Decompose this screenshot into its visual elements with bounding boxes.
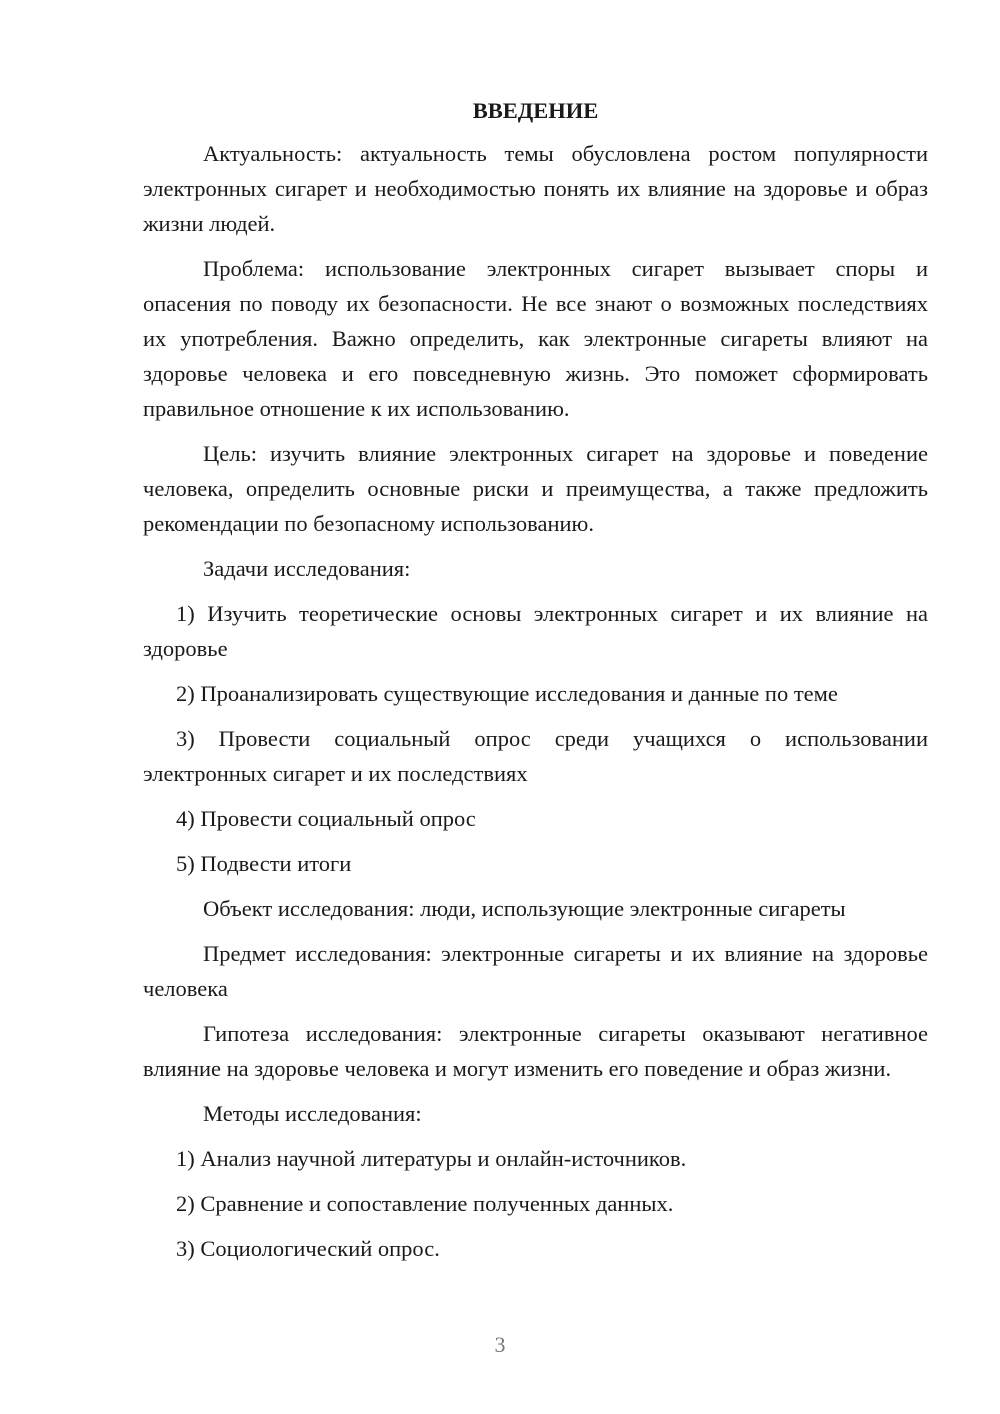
task-item: 1) Изучить теоретические основы электронных сигарет и их влияние на здоровье (143, 601, 928, 661)
goal-paragraph: Цель: изучить влияние электронных сигарет на здоровье и поведение человека, определить основные риски и преимущества, а также предложить рекомендации по безопасному использованию. (143, 441, 928, 536)
section-title: ВВЕДЕНИЕ (472, 98, 599, 123)
task-item: 5) Подвести итоги (176, 851, 352, 876)
tasks-heading: Задачи исследования: (203, 556, 411, 581)
methods-heading: Методы исследования: (203, 1101, 422, 1126)
method-item: 2) Сравнение и сопоставление полученных данных. (176, 1191, 674, 1216)
method-item: 1) Анализ научной литературы и онлайн-источников. (176, 1146, 687, 1171)
problem-paragraph: Проблема: использование электронных сигарет вызывает споры и опасения по поводу их безопасности. Не все знают о возможных последствиях их употребления. Важно определить, как электронные сигареты влияют на здоровье человека и его повседневную жизнь. Это поможет сформировать правильное отношение к их использованию. (143, 256, 928, 421)
page-number: 3 (494, 1332, 506, 1357)
hypothesis-paragraph: Гипотеза исследования: электронные сигареты оказывают негативное влияние на здоровье человека и могут изменить его поведение и образ жизни. (143, 1021, 928, 1081)
object-paragraph: Объект исследования: люди, использующие электронные сигареты (203, 896, 846, 921)
method-item: 3) Социологический опрос. (176, 1236, 440, 1261)
page-content (143, 96, 928, 1276)
task-item: 2) Проанализировать существующие исследования и данные по теме (176, 681, 838, 706)
relevance-paragraph: Актуальность: актуальность темы обусловлена ростом популярности электронных сигарет и необходимостью понять их влияние на здоровье и образ жизни людей. (143, 141, 928, 236)
subject-paragraph: Предмет исследования: электронные сигареты и их влияние на здоровье человека (143, 941, 928, 1001)
task-item: 3) Провести социальный опрос среди учащихся о использовании электронных сигарет и их последствиях (143, 726, 928, 786)
task-item: 4) Провести социальный опрос (176, 806, 476, 831)
